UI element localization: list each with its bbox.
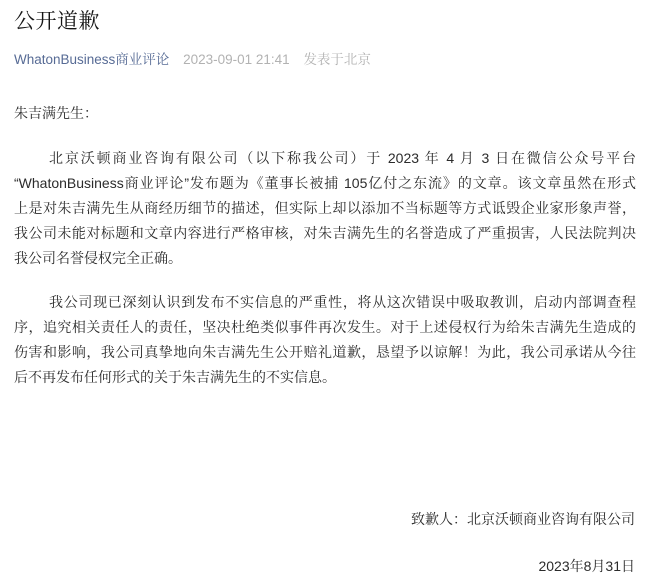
paragraph-2-line-1: 我公司现已深刻认识到发布不实信息的严重性，将从这次错误中吸取教训，启动内部调查程 [49, 294, 636, 310]
publish-location: 发表于北京 [303, 52, 371, 67]
article-meta [14, 50, 381, 70]
paragraph-1-line-4: 我公司未能对标题和文章内容进行严格审核，对朱吉满先生的名誉造成了严重损害，人民法院判决 [14, 225, 636, 241]
paragraph-1-line-5: 我公司名誉侵权完全正确。 [14, 250, 182, 266]
paragraph-1-line-1: 北京沃顿商业咨询有限公司（以下称我公司）于 2023 年 4 月 3 日在微信公众号平台 [49, 150, 636, 166]
paragraph-1-line-2: “WhatonBusiness商业评论”发布题为《董事长被捕 105亿付之东流》的文章。该文章虽然在形式 [14, 175, 636, 191]
signature-date: 2023年8月31日 [538, 558, 635, 574]
paragraph-2-line-4: 后不再发布任何形式的关于朱吉满先生的不实信息。 [14, 369, 336, 385]
paragraph-2-line-3: 伤害和影响，我公司真挚地向朱吉满先生公开赔礼道歉，恳望予以谅解！为此，我公司承诺从今往 [14, 344, 636, 360]
body-paragraph-1 [14, 146, 636, 271]
paragraph-1-line-3: 上是对朱吉满先生从商经历细节的描述，但实际上却以添加不当标题等方式诋毁企业家形象声誉， [14, 200, 636, 216]
body-paragraph-2 [14, 290, 636, 390]
signature: 致歉人：北京沃顿商业咨询有限公司 [411, 511, 635, 527]
salutation: 朱吉满先生： [14, 105, 98, 121]
paragraph-2-line-2: 序，追究相关责任人的责任，坚决杜绝类似事件再次发生。对于上述侵权行为给朱吉满先生造成的 [14, 319, 636, 335]
account-name-link[interactable]: WhatonBusiness商业评论 [14, 52, 170, 67]
publish-time: 2023-09-01 21:41 [183, 52, 290, 67]
article-title: 公开道歉 [14, 10, 100, 33]
